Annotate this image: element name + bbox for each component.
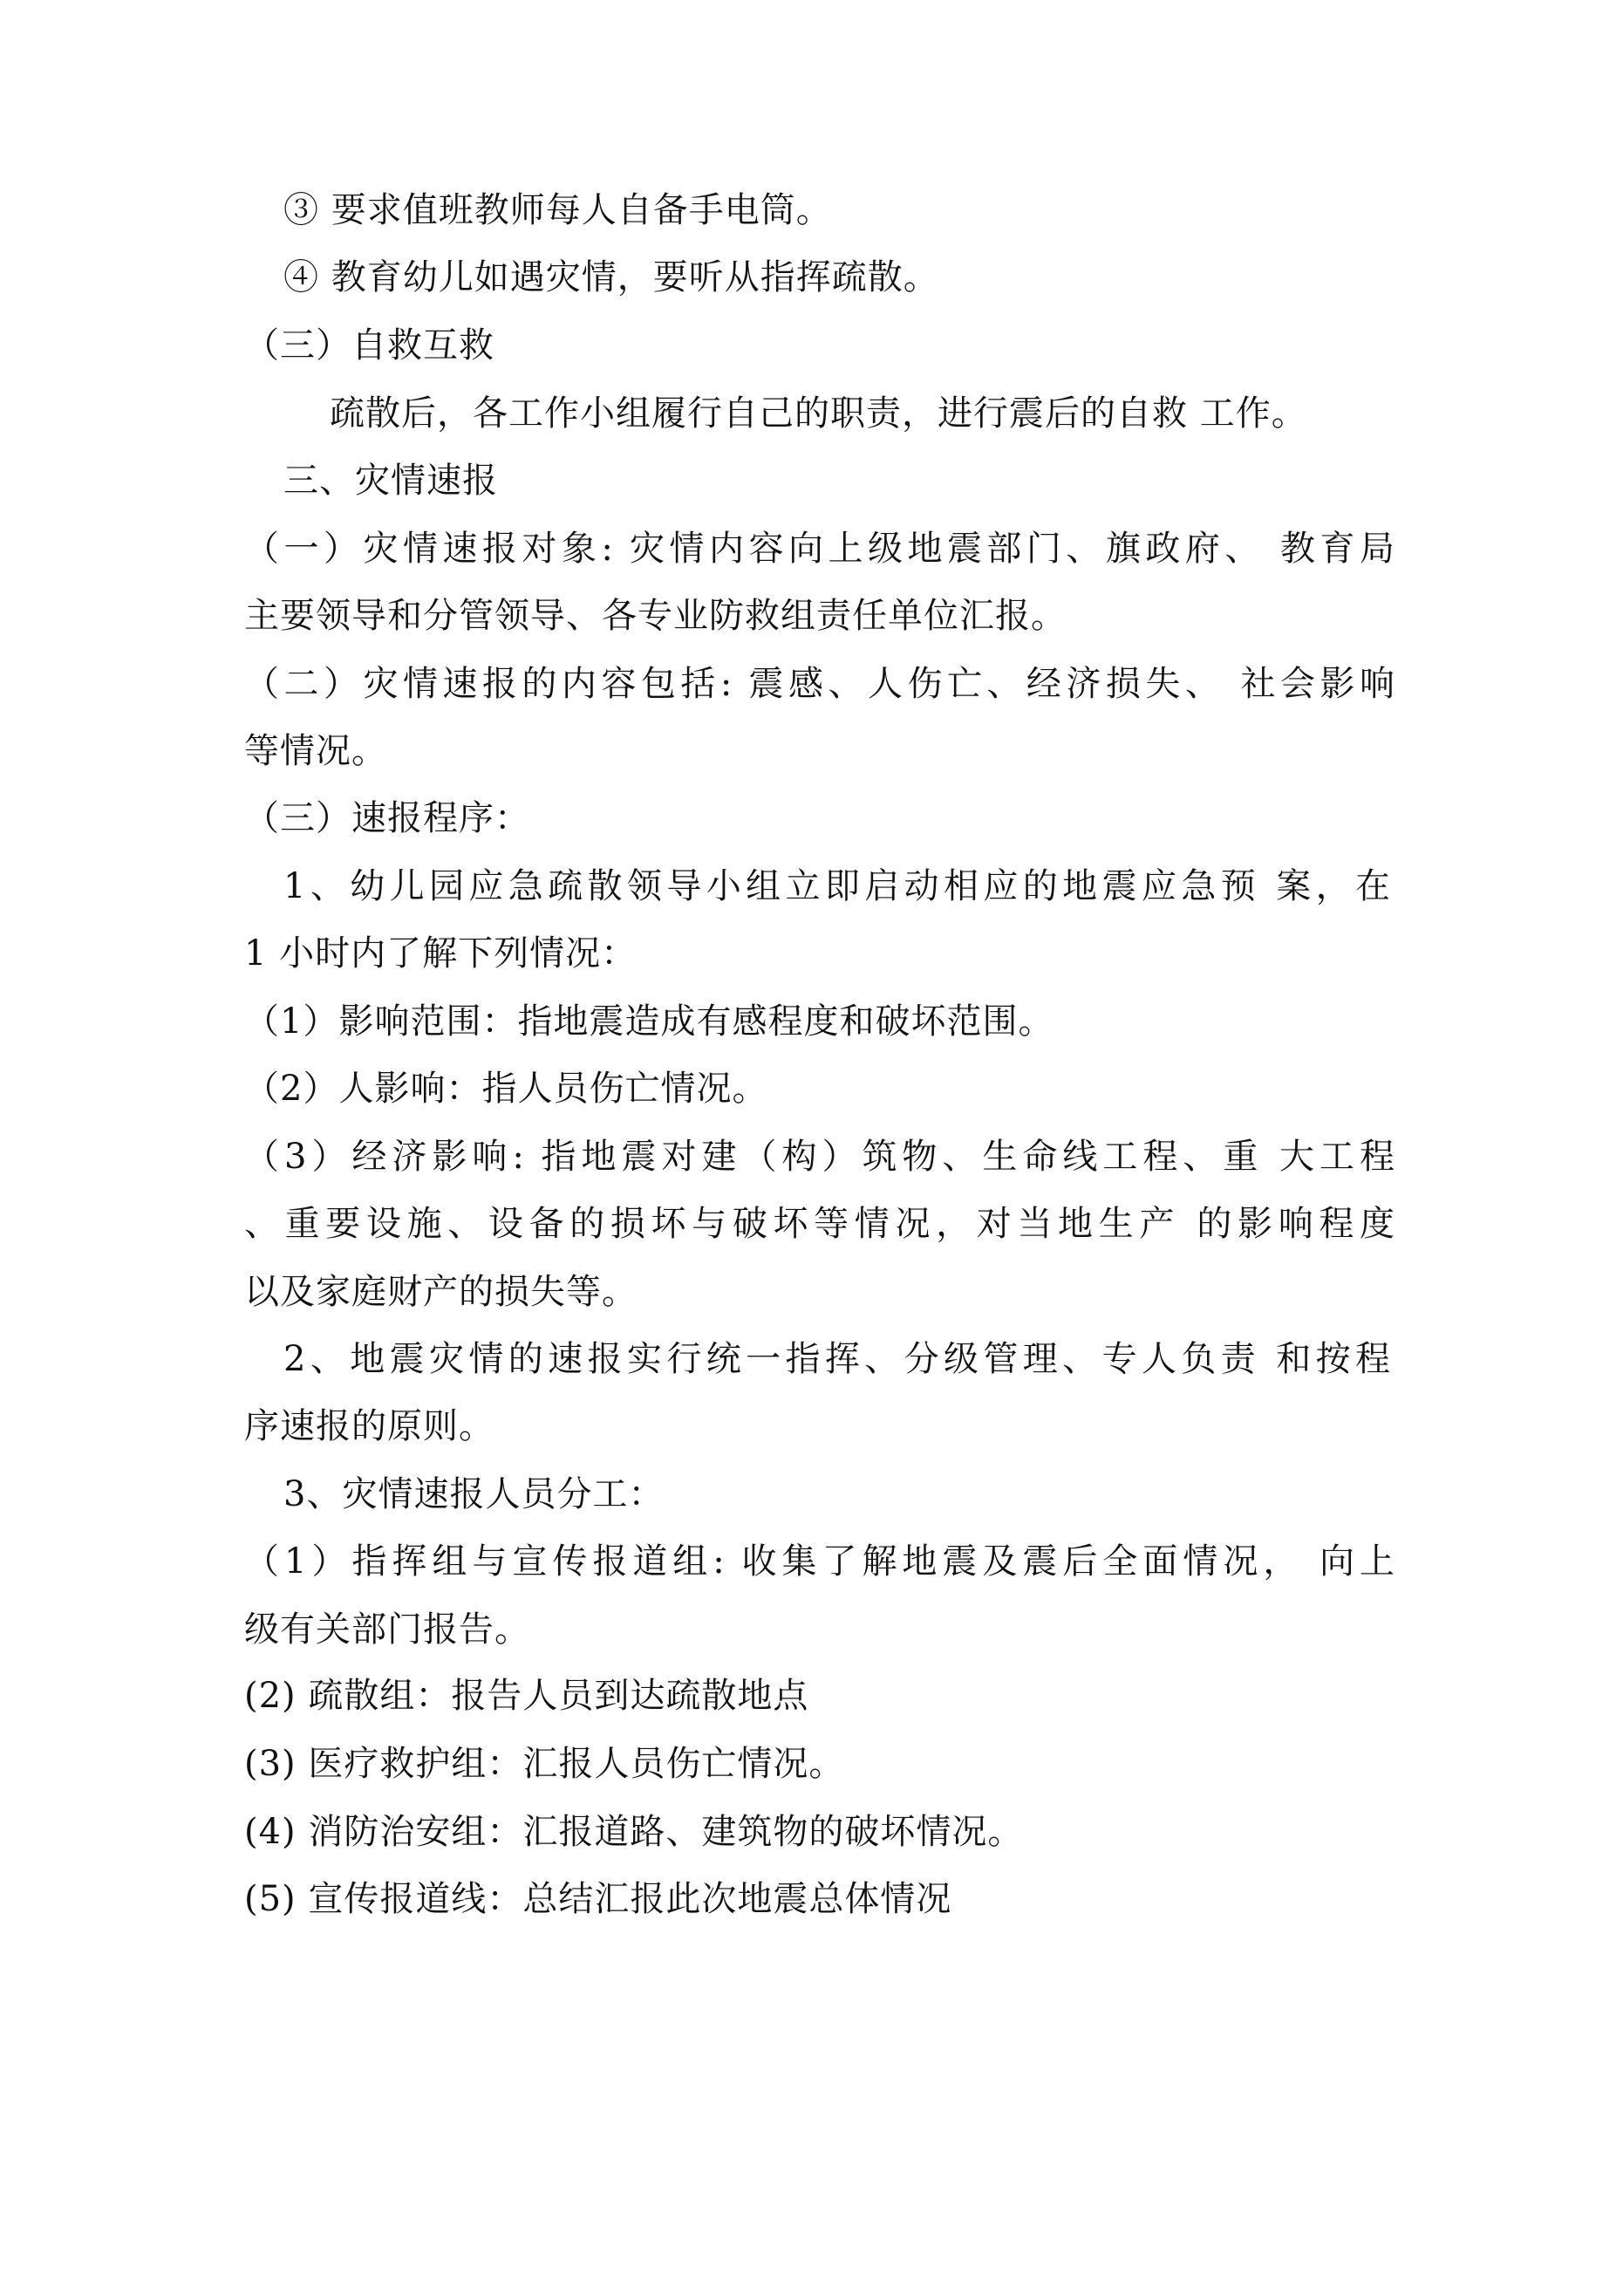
text-line: 级有关部门报告。: [244, 1609, 530, 1650]
text-line: 、重要设施、设备的损坏与破坏等情况，对当地生产 的影响程度: [244, 1204, 1395, 1244]
text-line: 序速报的原则。: [244, 1406, 494, 1446]
text-line: 3、灾情速报人员分工：: [283, 1474, 665, 1514]
text-line: （一）灾情速报对象: 灾情内容向上级地震部门、旗政府、 教育局: [244, 529, 1395, 569]
text-line: 疏散后，各工作小组履行自己的职责，进行震后的自救 工作。: [330, 393, 1307, 434]
list-item: (4) 消防治安组：汇报道路、建筑物的破坏情况。: [244, 1812, 1024, 1852]
text-line: ④ 教育幼儿如遇灾情，要听从指挥疏散。: [283, 257, 939, 297]
section-heading: （三）速报程序：: [244, 798, 530, 838]
list-item: (3) 医疗救护组：汇报人员伤亡情况。: [244, 1744, 845, 1784]
text-line: 2、地震灾情的速报实行统一指挥、分级管理、专人负责 和按程: [283, 1339, 1391, 1379]
text-line: 主要领导和分管领导、各专业防救组责任单位汇报。: [244, 596, 1067, 636]
text-line: ③ 要求值班教师每人自备手电筒。: [283, 190, 832, 230]
list-item: (2) 疏散组：报告人员到达疏散地点: [244, 1676, 809, 1716]
text-line: （1）影响范围：指地震造成有感程度和破坏范围。: [244, 1001, 1054, 1042]
text-line: （2）人影响：指人员伤亡情况。: [244, 1069, 768, 1109]
text-line: 1 小时内了解下列情况：: [244, 933, 638, 974]
list-item: (5) 宣传报道线：总结汇报此次地震总体情况: [244, 1879, 952, 1919]
text-line: （1）指挥组与宣传报道组: 收集了解地震及震后全面情况， 向上: [244, 1541, 1395, 1582]
text-line: 以及家庭财产的损失等。: [244, 1272, 638, 1312]
text-line: （二）灾情速报的内容包括: 震感、人伤亡、经济损失、 社会影响: [244, 664, 1395, 704]
section-heading: （三）自救互救: [244, 325, 494, 366]
section-heading: 三、灾情速报: [283, 461, 498, 501]
text-line: 等情况。: [244, 731, 387, 771]
text-line: 1、幼儿园应急疏散领导小组立即启动相应的地震应急预 案，在: [283, 866, 1391, 906]
text-line: （3）经济影响: 指地震对建（构）筑物、生命线工程、重 大工程: [244, 1137, 1395, 1177]
